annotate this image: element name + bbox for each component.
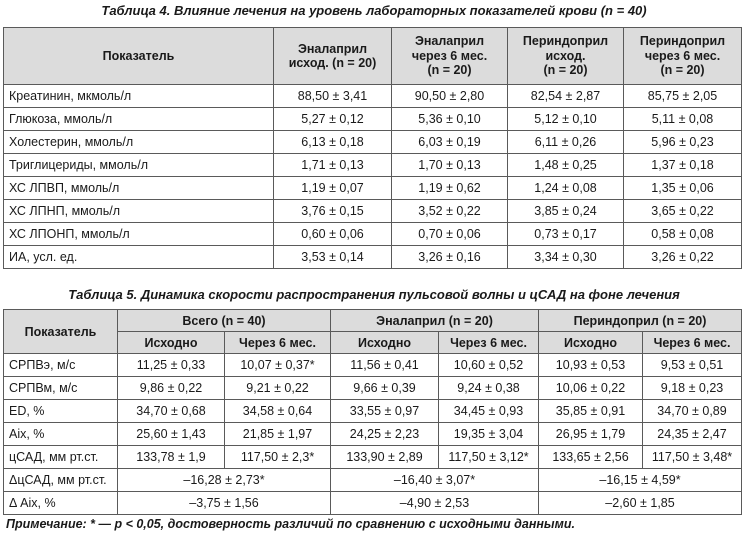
table-cell: 35,85 ± 0,91 <box>539 400 643 423</box>
table5-subheader: Через 6 мес. <box>439 332 539 354</box>
table-row <box>4 131 742 154</box>
table-cell: –4,90 ± 2,53 <box>331 492 539 515</box>
table-cell: 21,85 ± 1,97 <box>225 423 331 446</box>
row-label: Aix, % <box>4 423 118 446</box>
row-label: Креатинин, мкмоль/л <box>4 85 274 108</box>
row-label: ХС ЛПНП, ммоль/л <box>4 200 274 223</box>
table-cell: 82,54 ± 2,87 <box>508 85 624 108</box>
table-cell: 0,60 ± 0,06 <box>274 223 392 246</box>
table-cell: 19,35 ± 3,04 <box>439 423 539 446</box>
header-line: через 6 мес. <box>411 48 488 63</box>
table-row <box>4 354 742 377</box>
table-cell: 34,58 ± 0,64 <box>225 400 331 423</box>
table-cell: 3,76 ± 0,15 <box>274 200 392 223</box>
row-label: ИА, усл. ед. <box>4 246 274 269</box>
header-line: (n = 20) <box>427 63 472 78</box>
table-cell: 3,85 ± 0,24 <box>508 200 624 223</box>
table-cell: 1,35 ± 0,06 <box>624 177 742 200</box>
table-cell: 10,60 ± 0,52 <box>439 354 539 377</box>
header-line: Периндоприл <box>639 34 726 49</box>
table5-group-perindopril: Периндоприл (n = 20) <box>539 310 742 332</box>
table-cell: 5,11 ± 0,08 <box>624 108 742 131</box>
table-cell: 1,71 ± 0,13 <box>274 154 392 177</box>
table5-caption: Таблица 5. Динамика скорости распространения пульсовой волны и цСАД на фоне лечения <box>68 287 680 302</box>
table-row <box>4 200 742 223</box>
table-cell: 117,50 ± 2,3* <box>225 446 331 469</box>
row-label: Холестерин, ммоль/л <box>4 131 274 154</box>
table-cell: 1,37 ± 0,18 <box>624 154 742 177</box>
table-cell: 9,66 ± 0,39 <box>331 377 439 400</box>
table-cell: 9,86 ± 0,22 <box>118 377 225 400</box>
table4-header-enal-6m <box>392 28 508 85</box>
row-label: ΔцСАД, мм рт.ст. <box>4 469 118 492</box>
table5-subheader: Исходно <box>539 332 643 354</box>
table-cell: 9,18 ± 0,23 <box>643 377 742 400</box>
table-cell: 133,90 ± 2,89 <box>331 446 439 469</box>
table-cell: 3,26 ± 0,16 <box>392 246 508 269</box>
table-cell: 90,50 ± 2,80 <box>392 85 508 108</box>
table-cell: 0,73 ± 0,17 <box>508 223 624 246</box>
header-line: Эналаприл <box>297 41 368 56</box>
table-cell: 1,70 ± 0,13 <box>392 154 508 177</box>
table-cell: 5,27 ± 0,12 <box>274 108 392 131</box>
table-cell: 11,56 ± 0,41 <box>331 354 439 377</box>
table-cell: 34,70 ± 0,89 <box>643 400 742 423</box>
table4-header-perin-6m <box>624 28 742 85</box>
table-row <box>4 223 742 246</box>
table-cell: –3,75 ± 1,56 <box>118 492 331 515</box>
table-cell: 11,25 ± 0,33 <box>118 354 225 377</box>
table-cell: 133,65 ± 2,56 <box>539 446 643 469</box>
header-line: Эналаприл <box>414 34 485 49</box>
table-cell: 1,48 ± 0,25 <box>508 154 624 177</box>
table-cell: –16,15 ± 4,59* <box>539 469 742 492</box>
table-cell: 24,35 ± 2,47 <box>643 423 742 446</box>
table-cell: 3,53 ± 0,14 <box>274 246 392 269</box>
row-label: СРПВэ, м/с <box>4 354 118 377</box>
table5-subheader: Исходно <box>118 332 225 354</box>
header-line: (n = 20) <box>543 63 588 78</box>
table-cell: 117,50 ± 3,12* <box>439 446 539 469</box>
row-label: ED, % <box>4 400 118 423</box>
table5-group-header-row <box>4 310 742 332</box>
row-label: Триглицериды, ммоль/л <box>4 154 274 177</box>
table-cell: 133,78 ± 1,9 <box>118 446 225 469</box>
table-row <box>4 377 742 400</box>
table-cell: –16,40 ± 3,07* <box>331 469 539 492</box>
table-row <box>4 246 742 269</box>
table-cell: –2,60 ± 1,85 <box>539 492 742 515</box>
table-cell: 9,21 ± 0,22 <box>225 377 331 400</box>
table-cell: 25,60 ± 1,43 <box>118 423 225 446</box>
table-cell: 34,45 ± 0,93 <box>439 400 539 423</box>
table-cell: 6,13 ± 0,18 <box>274 131 392 154</box>
table-cell: 10,07 ± 0,37* <box>225 354 331 377</box>
header-line: исход. (n = 20) <box>288 56 377 70</box>
table5-body <box>4 354 742 515</box>
table-row <box>4 85 742 108</box>
table-row <box>4 108 742 131</box>
table5-subheader: Через 6 мес. <box>643 332 742 354</box>
table-cell: 1,19 ± 0,07 <box>274 177 392 200</box>
table-cell: 0,58 ± 0,08 <box>624 223 742 246</box>
footnote: Примечание: * — р < 0,05, достоверность различий по сравнению с исходными данными. <box>6 517 575 531</box>
table-cell: 0,70 ± 0,06 <box>392 223 508 246</box>
table-cell: 5,36 ± 0,10 <box>392 108 508 131</box>
row-label: Δ Aix, % <box>4 492 118 515</box>
table4-header-param <box>4 28 274 85</box>
table-cell: 88,50 ± 3,41 <box>274 85 392 108</box>
table-row <box>4 400 742 423</box>
table5 <box>3 309 742 515</box>
table5-group-total: Всего (n = 40) <box>118 310 331 332</box>
table4-header-perin-base <box>508 28 624 85</box>
table4-body <box>4 85 742 269</box>
table-cell: 1,24 ± 0,08 <box>508 177 624 200</box>
header-line: (n = 20) <box>660 63 705 78</box>
table-cell: 3,26 ± 0,22 <box>624 246 742 269</box>
table-cell: 6,03 ± 0,19 <box>392 131 508 154</box>
table-cell: 24,25 ± 2,23 <box>331 423 439 446</box>
table5-subheader: Исходно <box>331 332 439 354</box>
row-label: цСАД, мм рт.ст. <box>4 446 118 469</box>
table-row <box>4 423 742 446</box>
table-cell: 3,52 ± 0,22 <box>392 200 508 223</box>
table-cell: –16,28 ± 2,73* <box>118 469 331 492</box>
table-cell: 33,55 ± 0,97 <box>331 400 439 423</box>
table-row <box>4 177 742 200</box>
table-cell: 9,24 ± 0,38 <box>439 377 539 400</box>
table-cell: 10,93 ± 0,53 <box>539 354 643 377</box>
table-cell: 5,96 ± 0,23 <box>624 131 742 154</box>
table4-header-row <box>4 28 742 85</box>
header-line: через 6 мес. <box>644 48 721 63</box>
table-row <box>4 446 742 469</box>
row-label: ХС ЛПВП, ммоль/л <box>4 177 274 200</box>
table-cell: 3,34 ± 0,30 <box>508 246 624 269</box>
header-line: Периндоприл <box>522 34 609 49</box>
table-cell: 26,95 ± 1,79 <box>539 423 643 446</box>
table-cell: 3,65 ± 0,22 <box>624 200 742 223</box>
table-cell: 10,06 ± 0,22 <box>539 377 643 400</box>
header-line: исход. <box>545 48 586 63</box>
table-row-delta <box>4 492 742 515</box>
table5-header-param: Показатель <box>4 310 118 354</box>
row-label: Глюкоза, ммоль/л <box>4 108 274 131</box>
table5-subheader: Через 6 мес. <box>225 332 331 354</box>
header-line: Показатель <box>102 48 175 63</box>
table4-header-enal-base <box>274 28 392 85</box>
table5-group-enalapril: Эналаприл (n = 20) <box>331 310 539 332</box>
row-label: СРПВм, м/с <box>4 377 118 400</box>
table-cell: 6,11 ± 0,26 <box>508 131 624 154</box>
table4-caption: Таблица 4. Влияние лечения на уровень лабораторных показателей крови (n = 40) <box>101 3 647 18</box>
table4 <box>3 27 742 269</box>
table-cell: 9,53 ± 0,51 <box>643 354 742 377</box>
table-cell: 34,70 ± 0,68 <box>118 400 225 423</box>
row-label: ХС ЛПОНП, ммоль/л <box>4 223 274 246</box>
table-row <box>4 154 742 177</box>
table-row-delta <box>4 469 742 492</box>
table-cell: 85,75 ± 2,05 <box>624 85 742 108</box>
table-cell: 1,19 ± 0,62 <box>392 177 508 200</box>
table-cell: 5,12 ± 0,10 <box>508 108 624 131</box>
table-cell: 117,50 ± 3,48* <box>643 446 742 469</box>
